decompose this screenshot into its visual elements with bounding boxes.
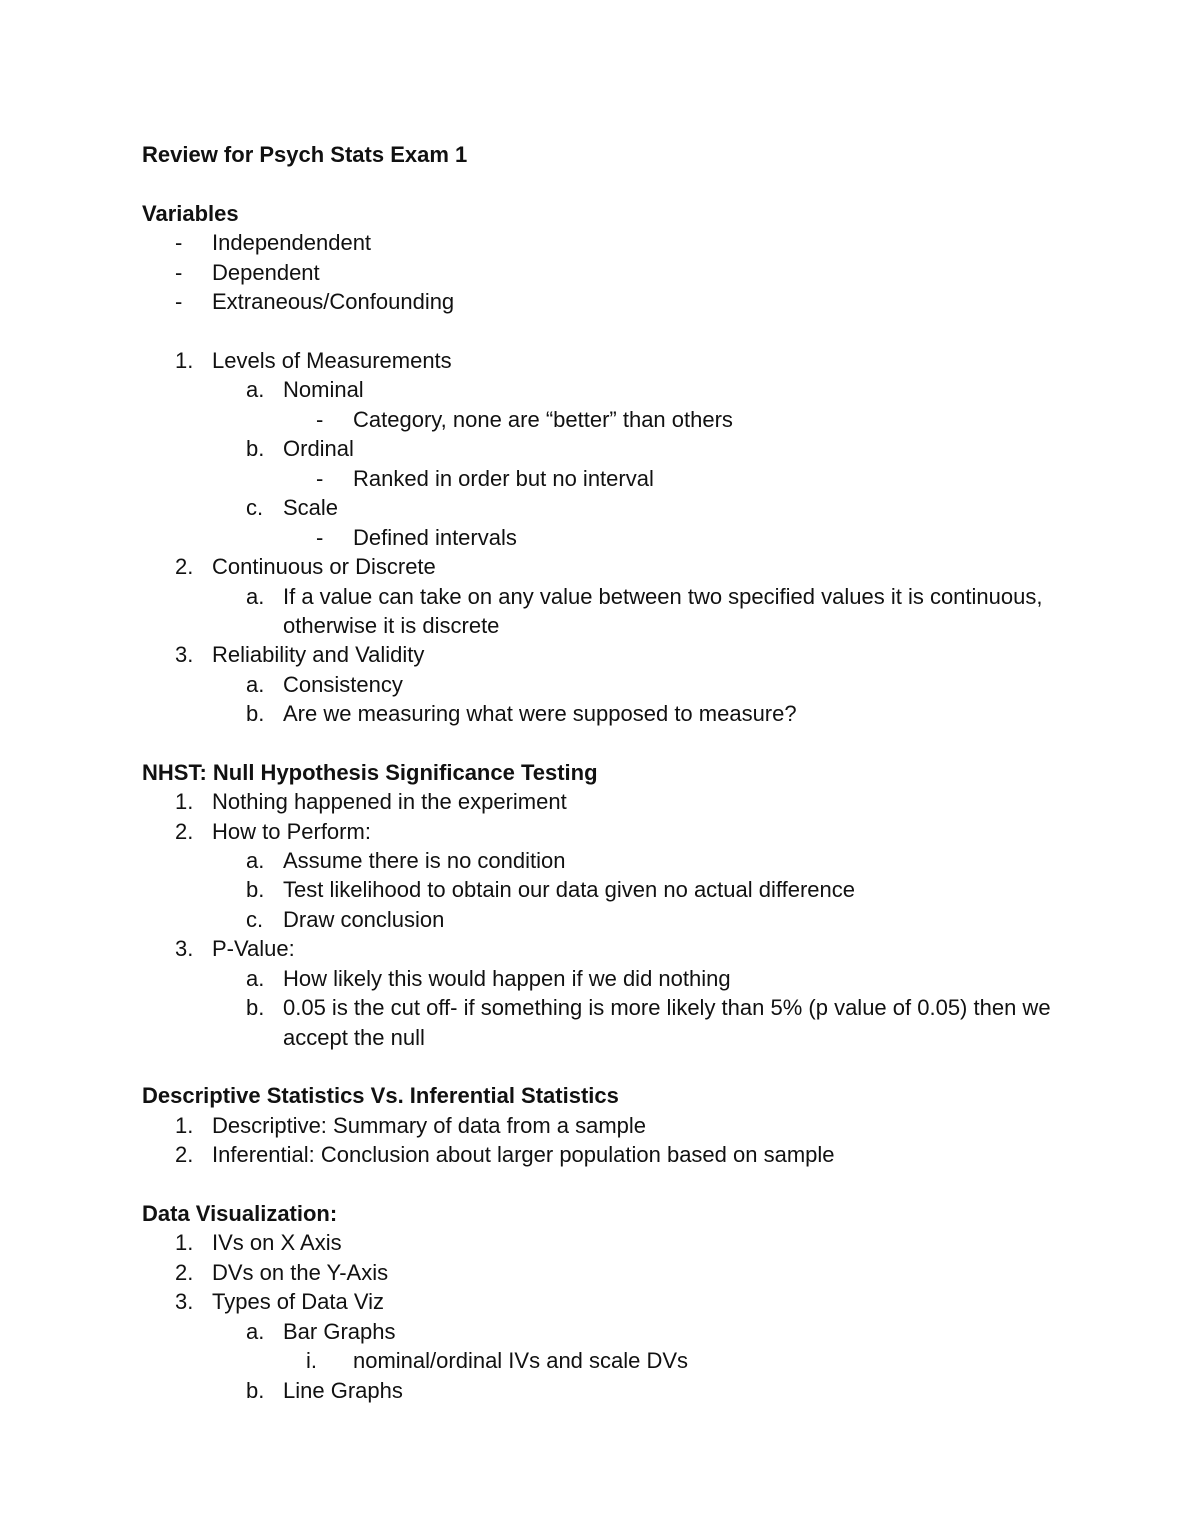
list-item: If a value can take on any value between two specified values it is continuous, [283, 584, 1043, 609]
bullet-dash: - [175, 260, 183, 285]
list-number: 3. [175, 1289, 194, 1314]
list-item: Nominal [283, 377, 364, 402]
list-letter: b. [246, 701, 265, 726]
bullet-dash: - [175, 230, 183, 255]
list-item: Types of Data Viz [212, 1289, 385, 1314]
bullet-dash: - [175, 289, 183, 314]
list-number: 1. [175, 1113, 194, 1138]
list-item: How to Perform: [212, 819, 371, 844]
list-number: 3. [175, 642, 194, 667]
list-item: Inferential: Conclusion about larger population based on sample [212, 1142, 835, 1167]
list-item: DVs on the Y-Axis [212, 1260, 389, 1285]
list-number: 1. [175, 348, 194, 373]
list-letter: b. [246, 995, 265, 1020]
list-item: 0.05 is the cut off- if something is more likely than 5% (p value of 0.05) then we [283, 995, 1051, 1020]
list-number: 2. [175, 1260, 194, 1285]
list-item: Bar Graphs [283, 1319, 396, 1344]
list-number: 2. [175, 1142, 194, 1167]
section-heading-data-visualization: Data Visualization: [142, 1201, 338, 1226]
list-item: Category, none are “better” than others [353, 407, 733, 432]
list-item: Reliability and Validity [212, 642, 425, 667]
list-item: Draw conclusion [283, 907, 445, 932]
bullet-dash: - [316, 525, 324, 550]
list-number: 1. [175, 1230, 194, 1255]
list-letter: c. [246, 907, 264, 932]
list-item: Are we measuring what were supposed to measure? [283, 701, 797, 726]
list-letter: b. [246, 877, 265, 902]
list-item: Continuous or Discrete [212, 554, 436, 579]
list-letter: a. [246, 966, 265, 991]
list-item-continuation: otherwise it is discrete [283, 613, 500, 638]
list-item: Independendent [212, 230, 372, 255]
list-item-continuation: accept the null [283, 1025, 425, 1050]
list-letter: a. [246, 672, 265, 697]
section-heading-nhst: NHST: Null Hypothesis Significance Testing [142, 760, 598, 785]
list-item: IVs on X Axis [212, 1230, 342, 1255]
list-roman: i. [306, 1348, 317, 1373]
list-item: Extraneous/Confounding [212, 289, 455, 314]
list-item: Assume there is no condition [283, 848, 566, 873]
list-item: How likely this would happen if we did nothing [283, 966, 731, 991]
list-letter: a. [246, 584, 265, 609]
list-item: nominal/ordinal IVs and scale DVs [353, 1348, 689, 1373]
list-item: Scale [283, 495, 339, 520]
list-number: 2. [175, 819, 194, 844]
list-number: 2. [175, 554, 194, 579]
list-item: Descriptive: Summary of data from a sample [212, 1113, 647, 1138]
list-item: Consistency [283, 672, 403, 697]
section-heading-variables: Variables [142, 201, 239, 226]
list-item: Dependent [212, 260, 320, 285]
list-item: Levels of Measurements [212, 348, 452, 373]
list-letter: a. [246, 1319, 265, 1344]
list-item: Ranked in order but no interval [353, 466, 654, 491]
bullet-dash: - [316, 466, 324, 491]
bullet-dash: - [316, 407, 324, 432]
list-number: 1. [175, 789, 194, 814]
list-number: 3. [175, 936, 194, 961]
list-letter: c. [246, 495, 264, 520]
list-letter: b. [246, 1378, 265, 1403]
list-letter: b. [246, 436, 265, 461]
list-item: Line Graphs [283, 1378, 403, 1403]
list-letter: a. [246, 848, 265, 873]
document-title: Review for Psych Stats Exam 1 [142, 142, 468, 167]
list-item: Test likelihood to obtain our data given no actual difference [283, 877, 855, 902]
list-item: P-Value: [212, 936, 295, 961]
list-item: Nothing happened in the experiment [212, 789, 567, 814]
list-item: Defined intervals [353, 525, 517, 550]
section-heading-descriptive-inferential: Descriptive Statistics Vs. Inferential Statistics [142, 1083, 619, 1108]
list-letter: a. [246, 377, 265, 402]
list-item: Ordinal [283, 436, 354, 461]
